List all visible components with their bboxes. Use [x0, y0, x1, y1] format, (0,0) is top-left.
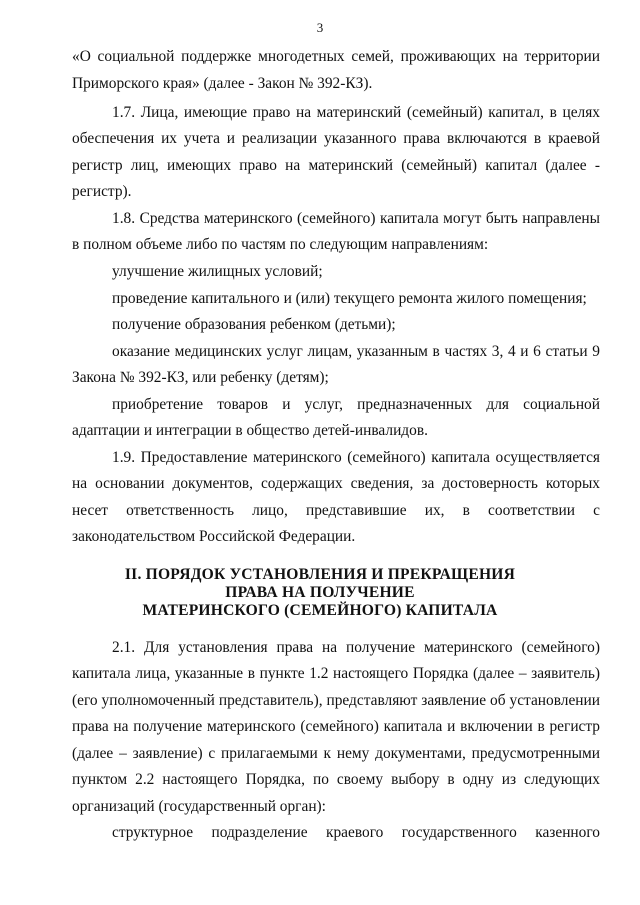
- text-line: адаптации и интеграции в общество детей-инвалидов.: [72, 422, 428, 439]
- text-line: 1.9. Предоставление материнского (семейного) капитала осуществляется: [112, 449, 600, 466]
- section-heading-line: МАТЕРИНСКОГО (СЕМЕЙНОГО) КАПИТАЛА: [142, 602, 498, 619]
- text-line: регистр).: [72, 183, 132, 200]
- text-line: несет ответственность лицо, представившие их, в соответствии с: [72, 502, 600, 519]
- text-line: проведение капитального и (или) текущего ремонта жилого помещения;: [112, 290, 587, 307]
- text-line: улучшение жилищных условий;: [112, 263, 323, 280]
- text-line: (далее – заявление) с прилагаемыми к нему документами, предусмотренными: [72, 745, 600, 762]
- text-line: в полном объеме либо по частям по следующим направлениям:: [72, 236, 489, 253]
- text-line: капитала лица, указанные в пункте 1.2 настоящего Порядка (далее – заявитель): [72, 665, 600, 682]
- text-line: Закона № 392-КЗ, или ребенку (детям);: [72, 369, 329, 386]
- text-line: структурное подразделение краевого государственного казенного: [112, 824, 600, 841]
- text-line: законодательством Российской Федерации.: [72, 528, 356, 545]
- text-line: 1.7. Лица, имеющие право на материнский (семейный) капитал, в целях: [112, 104, 600, 121]
- section-heading-line: ПРАВА НА ПОЛУЧЕНИЕ: [225, 584, 415, 601]
- text-line: организаций (государственный орган):: [72, 798, 326, 815]
- text-line: регистр лиц, имеющих право на материнский (семейный) капитал (далее -: [72, 157, 600, 174]
- section-heading-line: II. ПОРЯДОК УСТАНОВЛЕНИЯ И ПРЕКРАЩЕНИЯ: [124, 566, 516, 583]
- text-line: Приморского края» (далее - Закон № 392-КЗ).: [72, 75, 373, 92]
- text-line: получение образования ребенком (детьми);: [112, 316, 396, 333]
- text-line: 1.8. Средства материнского (семейного) капитала могут быть направлены: [112, 210, 600, 227]
- text-line: обеспечения их учета и реализации указанного права включаются в краевой: [72, 130, 600, 147]
- text-line: оказание медицинских услуг лицам, указанным в частях 3, 4 и 6 статьи 9: [112, 343, 600, 360]
- text-line: (его уполномоченный представитель), представляют заявление об установлении: [72, 692, 600, 709]
- text-line: на основании документов, содержащих сведения, за достоверность которых: [72, 475, 600, 492]
- text-line: 2.1. Для установления права на получение материнского (семейного): [112, 639, 600, 656]
- text-line: приобретение товаров и услуг, предназначенных для социальной: [112, 396, 600, 413]
- text-line: пунктом 2.2 настоящего Порядка, по своему выбору в одну из следующих: [72, 771, 600, 788]
- text-line: «О социальной поддержке многодетных семей, проживающих на территории: [72, 48, 600, 65]
- page-number: 3: [316, 20, 324, 35]
- text-line: права на получение материнского (семейного) капитала и включении в регистр: [72, 718, 600, 735]
